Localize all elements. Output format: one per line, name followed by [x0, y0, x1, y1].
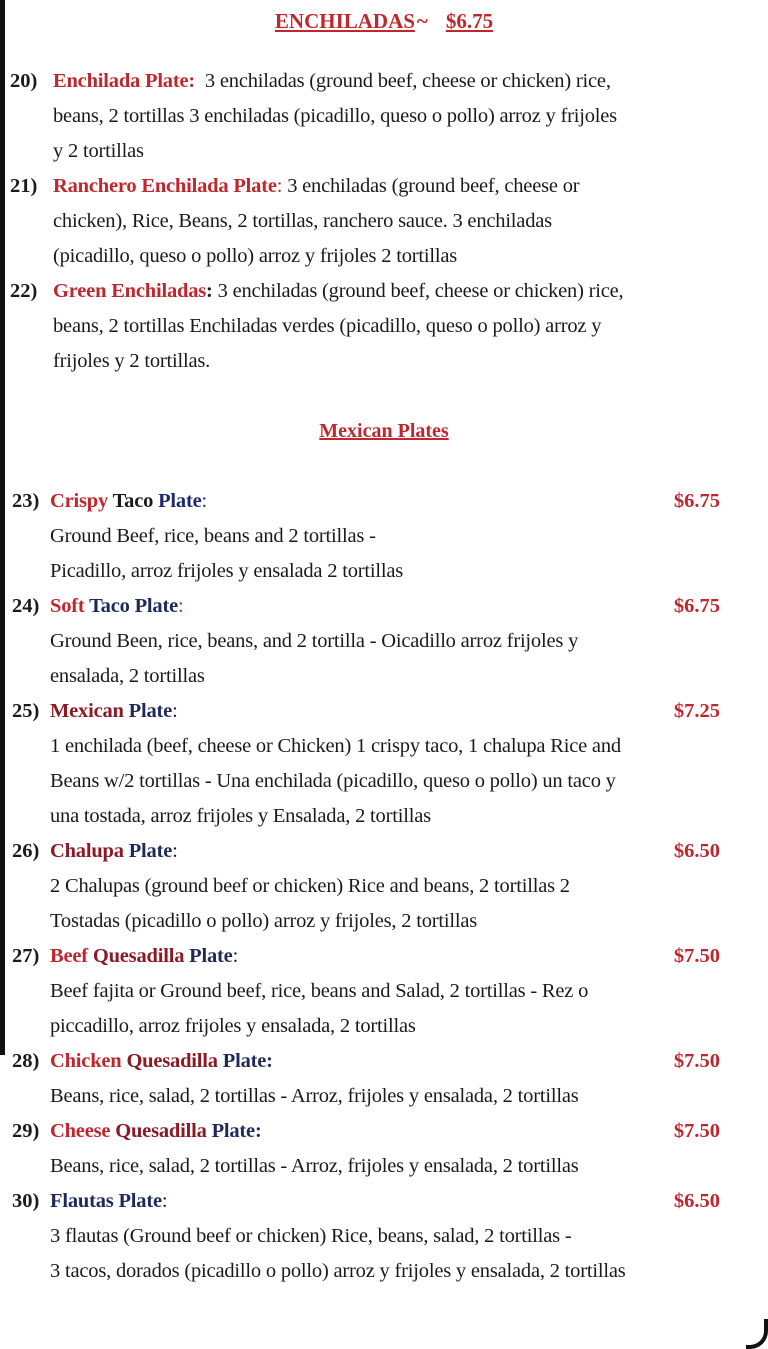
item-description: Beans, rice, salad, 2 tortillas - Arroz, frijoles y ensalada, 2 tortillas	[50, 1155, 579, 1177]
menu-item	[0, 274, 768, 379]
item-name-part: :	[201, 490, 208, 512]
item-name	[50, 1120, 262, 1142]
section-title: ENCHILADAS	[274, 9, 415, 33]
item-number: 20)	[10, 70, 38, 92]
item-number: 27)	[12, 945, 40, 967]
item-number: 30)	[12, 1190, 40, 1212]
item-name-line	[0, 939, 768, 974]
item-description: (picadillo, queso o pollo) arroz y frijoles 2 tortillas	[53, 245, 458, 267]
mexican-plates-list	[0, 484, 768, 1289]
item-name-part: Mexican	[50, 700, 129, 722]
item-description: 3 enchiladas (ground beef, cheese or	[287, 175, 580, 197]
item-name	[50, 945, 238, 967]
item-name-line	[0, 64, 768, 99]
item-price: $7.25	[673, 700, 720, 722]
item-name-part: Plate:	[222, 1050, 273, 1072]
item-price: $6.50	[673, 840, 720, 862]
item-price: $7.50	[673, 945, 720, 967]
item-number: 23)	[12, 490, 40, 512]
item-number: 26)	[12, 840, 40, 862]
section-price: $6.75	[445, 9, 494, 33]
item-name-line	[0, 1184, 768, 1219]
item-name-part: Ranchero Enchilada Plate	[53, 175, 277, 197]
item-number: 21)	[10, 175, 38, 197]
section-title-enchiladas	[0, 4, 768, 39]
item-description: beans, 2 tortillas 3 enchiladas (picadillo, queso o pollo) arroz y frijoles	[53, 105, 617, 127]
item-price: $7.50	[673, 1050, 720, 1072]
item-name	[53, 70, 195, 92]
item-name-part: :	[161, 1190, 168, 1212]
menu-item	[0, 1114, 768, 1184]
item-description: piccadillo, arroz frijoles y ensalada, 2 tortillas	[50, 1015, 416, 1037]
item-name-part: Flautas Plate	[50, 1190, 162, 1212]
item-name-part: Chalupa	[50, 840, 129, 862]
item-name-line	[0, 484, 768, 519]
item-description: ensalada, 2 tortillas	[50, 665, 205, 687]
menu-item	[0, 484, 768, 589]
item-description: Tostadas (picadillo o pollo) arroz y frijoles, 2 tortillas	[50, 910, 478, 932]
item-name-part: Crispy	[50, 490, 113, 512]
item-name-part: :	[232, 945, 239, 967]
item-name-part: Taco Plate	[89, 595, 178, 617]
item-name-line	[0, 694, 768, 729]
item-name	[50, 595, 183, 617]
item-name	[50, 700, 178, 722]
item-name-part: Plate	[158, 490, 202, 512]
item-description: 3 flautas (Ground beef or chicken) Rice, beans, salad, 2 tortillas -	[50, 1225, 572, 1247]
item-description: 3 tacos, dorados (picadillo o pollo) arroz y frijoles y ensalada, 2 tortillas	[50, 1260, 626, 1282]
item-number: 25)	[12, 700, 40, 722]
item-name-part: :	[172, 700, 178, 722]
item-name-part: Beef	[50, 945, 93, 967]
item-description: una tostada, arroz frijoles y Ensalada, 2 tortillas	[50, 805, 431, 827]
item-name-part: Plate:	[211, 1120, 262, 1142]
item-price: $6.75	[673, 490, 720, 512]
item-price: $7.50	[673, 1120, 720, 1142]
item-name	[50, 1190, 167, 1212]
item-name-line	[0, 1044, 768, 1079]
item-name	[53, 175, 282, 197]
item-name-part: Chicken	[50, 1050, 127, 1072]
item-name	[50, 490, 207, 512]
item-description: 2 Chalupas (ground beef or chicken) Rice and beans, 2 tortillas 2	[50, 875, 570, 897]
item-name-line	[0, 169, 768, 204]
item-description: 1 enchilada (beef, cheese or Chicken) 1 crispy taco, 1 chalupa Rice and	[50, 735, 621, 757]
item-number: 22)	[10, 280, 38, 302]
item-name-part: :	[206, 280, 213, 302]
item-name-line	[0, 1114, 768, 1149]
item-description: beans, 2 tortillas Enchiladas verdes (picadillo, queso o pollo) arroz y	[53, 315, 602, 337]
item-name-part: Enchilada Plate:	[53, 70, 196, 92]
item-name	[50, 1050, 273, 1072]
item-number: 29)	[12, 1120, 40, 1142]
item-name-part: Plate	[128, 840, 173, 862]
item-name	[53, 280, 213, 302]
item-description: Ground Beef, rice, beans and 2 tortillas -	[50, 525, 376, 547]
item-name-part: :	[172, 840, 178, 862]
item-description: Beef fajita or Ground beef, rice, beans and Salad, 2 tortillas - Rez o	[50, 980, 589, 1002]
menu-item	[0, 834, 768, 939]
item-description: chicken), Rice, Beans, 2 tortillas, ranchero sauce. 3 enchiladas	[53, 210, 552, 232]
item-description: Ground Been, rice, beans, and 2 tortilla - Oicadillo arroz frijoles y	[50, 630, 579, 652]
item-description: frijoles y 2 tortillas.	[53, 350, 211, 372]
item-name-line	[0, 589, 768, 624]
scan-corner	[746, 1319, 768, 1349]
item-name-part: Taco	[112, 490, 159, 512]
enchiladas-list	[0, 64, 768, 379]
item-name-line	[0, 834, 768, 869]
menu-item	[0, 939, 768, 1044]
item-name-part: Quesadilla	[115, 1120, 212, 1142]
item-description: Beans w/2 tortillas - Una enchilada (picadillo, queso o pollo) un taco y	[50, 770, 616, 792]
item-description: Picadillo, arroz frijoles y ensalada 2 tortillas	[50, 560, 404, 582]
menu-item	[0, 694, 768, 834]
item-number: 24)	[12, 595, 40, 617]
item-name-part: Cheese	[50, 1120, 116, 1142]
item-description: y 2 tortillas	[53, 140, 144, 162]
menu-item	[0, 1044, 768, 1114]
item-name-part: :	[177, 595, 184, 617]
item-name-part: Plate	[189, 945, 233, 967]
item-name-line	[0, 274, 768, 309]
item-price: $6.50	[673, 1190, 720, 1212]
menu-item	[0, 64, 768, 169]
item-name-part: Plate	[128, 700, 173, 722]
item-name-part: Quesadilla	[126, 1050, 223, 1072]
item-description: 3 enchiladas (ground beef, cheese or chicken) rice,	[217, 280, 624, 302]
title-tilde: ~	[416, 9, 428, 33]
item-name-part: Soft	[50, 595, 90, 617]
menu-item	[0, 589, 768, 694]
section-title-mexican-plates: Mexican Plates	[319, 420, 449, 442]
item-name-part: :	[276, 175, 283, 197]
menu-page	[0, 4, 768, 1289]
item-name-part: Quesadilla	[92, 945, 190, 967]
item-number: 28)	[12, 1050, 40, 1072]
item-name	[50, 840, 178, 862]
menu-item	[0, 169, 768, 274]
item-description: 3 enchiladas (ground beef, cheese or chicken) rice,	[204, 70, 611, 92]
menu-item	[0, 1184, 768, 1289]
item-name-part: Green Enchiladas	[53, 280, 207, 302]
item-price: $6.75	[673, 595, 720, 617]
item-description: Beans, rice, salad, 2 tortillas - Arroz, frijoles y ensalada, 2 tortillas	[50, 1085, 579, 1107]
